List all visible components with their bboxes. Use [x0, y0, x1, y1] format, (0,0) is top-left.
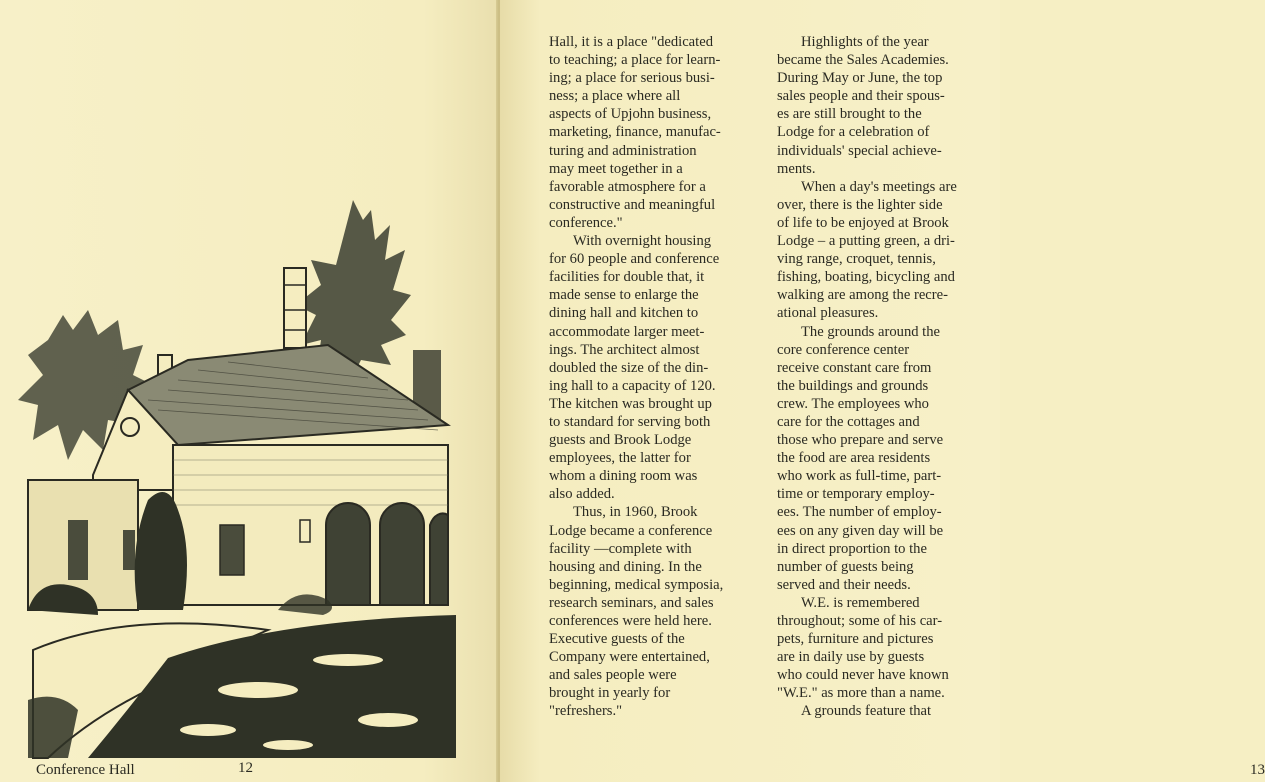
conference-hall-illustration — [28, 190, 456, 758]
text-line: made sense to enlarge the — [549, 287, 699, 304]
text-line: constructive and meaningful — [549, 196, 716, 213]
text-line: time or temporary employ- — [777, 486, 935, 503]
text-line: beginning, medical symposia, — [549, 576, 724, 593]
text-line: W.E. is remembered — [801, 594, 920, 611]
text-line: served and their needs. — [777, 576, 911, 593]
text-line: Lodge for a celebration of — [777, 124, 930, 141]
text-line: whom a dining room was — [549, 468, 698, 485]
text-line: Executive guests of the — [549, 631, 685, 648]
text-line: A grounds feature that — [801, 703, 932, 720]
text-line: brought in yearly for — [549, 685, 671, 702]
text-line: ving range, croquet, tennis, — [777, 251, 936, 268]
text-line: are in daily use by guests — [777, 649, 925, 666]
text-line: Lodge – a putting green, a dri- — [777, 233, 955, 250]
text-line: aspects of Upjohn business, — [549, 106, 712, 123]
text-line: When a day's meetings are — [801, 178, 957, 195]
text-line: "W.E." as more than a name. — [777, 685, 945, 702]
text-line: ness; a place where all — [549, 88, 681, 105]
text-column-2 — [777, 33, 957, 721]
text-line: number of guests being — [777, 558, 914, 575]
text-line: may meet together in a — [549, 160, 683, 177]
text-line: the food are area residents — [777, 450, 931, 467]
text-line: ings. The architect almost — [549, 341, 700, 358]
text-line: of life to be enjoyed at Brook — [777, 214, 949, 231]
text-line: who could never have known — [777, 667, 949, 684]
text-line: receive constant care from — [777, 359, 932, 376]
text-line: fishing, boating, bicycling and — [777, 269, 955, 286]
text-line: Company were entertained, — [549, 649, 710, 666]
text-line: guests and Brook Lodge — [549, 432, 692, 449]
text-line: also added. — [549, 486, 615, 503]
text-line: ments. — [777, 160, 816, 177]
text-line: Hall, it is a place "dedicated — [549, 34, 713, 50]
text-line: With overnight housing — [573, 233, 712, 250]
text-line: who work as full-time, part- — [777, 468, 942, 485]
text-line: conference." — [549, 214, 623, 231]
text-line: The kitchen was brought up — [549, 395, 712, 412]
text-line: ing hall to a capacity of 120. — [549, 377, 716, 394]
text-line: over, there is the lighter side — [777, 196, 943, 213]
left-page — [0, 0, 498, 782]
text-line: ees. The number of employ- — [777, 504, 942, 521]
text-line: pets, furniture and pictures — [777, 631, 934, 648]
text-line: conferences were held here. — [549, 613, 712, 629]
text-line: facilities for double that, it — [549, 269, 705, 286]
text-line: became the Sales Academies. — [777, 52, 949, 69]
text-line: to standard for serving both — [549, 413, 711, 430]
text-line: sales people and their spous- — [777, 88, 945, 105]
text-line: Lodge became a conference — [549, 522, 713, 539]
text-line: accommodate larger meet- — [549, 323, 705, 340]
text-column-1 — [549, 33, 723, 721]
text-line: to teaching; a place for learn- — [549, 52, 721, 69]
text-line: Thus, in 1960, Brook — [573, 504, 698, 521]
text-line: throughout; some of his car- — [777, 613, 943, 629]
text-line: ational pleasures. — [777, 305, 879, 322]
text-line: employees, the latter for — [549, 450, 691, 467]
text-line: those who prepare and serve — [777, 432, 944, 449]
text-line: facility —complete with — [549, 540, 692, 557]
text-line: ees on any given day will be — [777, 522, 944, 539]
text-line: for 60 people and conference — [549, 251, 720, 268]
text-line: research seminars, and sales — [549, 594, 714, 611]
page-number-right: 13 — [1250, 762, 1265, 778]
text-line: ing; a place for serious busi- — [549, 70, 715, 87]
text-line: Highlights of the year — [801, 34, 929, 50]
text-line: the buildings and grounds — [777, 377, 929, 394]
text-line: and sales people were — [549, 667, 677, 684]
illustration-caption: Conference Hall — [36, 762, 135, 778]
text-line: dining hall and kitchen to — [549, 305, 699, 322]
text-line: es are still brought to the — [777, 106, 922, 123]
text-line: During May or June, the top — [777, 70, 943, 87]
text-line: care for the cottages and — [777, 413, 920, 430]
text-line: doubled the size of the din- — [549, 359, 709, 376]
page-number-left: 12 — [238, 760, 253, 776]
text-line: in direct proportion to the — [777, 540, 927, 557]
text-line: housing and dining. In the — [549, 558, 702, 575]
text-line: individuals' special achieve- — [777, 142, 942, 159]
text-line: walking are among the recre- — [777, 287, 948, 304]
text-line: The grounds around the — [801, 323, 941, 340]
text-line: turing and administration — [549, 142, 697, 159]
text-line: favorable atmosphere for a — [549, 178, 706, 195]
text-line: marketing, finance, manufac- — [549, 124, 721, 141]
text-line: crew. The employees who — [777, 395, 929, 412]
text-line: "refreshers." — [549, 703, 623, 720]
text-line: core conference center — [777, 341, 910, 358]
